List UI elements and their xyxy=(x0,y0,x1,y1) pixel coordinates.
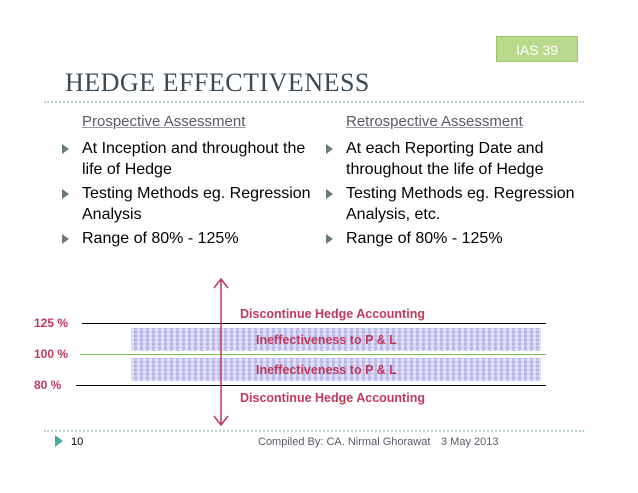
footer-triangle-icon xyxy=(55,435,63,447)
level-label-125: 125 % xyxy=(34,316,69,330)
page-number: 10 xyxy=(71,436,84,448)
footer-date: 3 May 2013 xyxy=(441,436,499,448)
level-label-100: 100 % xyxy=(34,347,69,361)
topic-badge: IAS 39 xyxy=(496,36,578,62)
retrospective-heading: Retrospective Assessment xyxy=(346,113,523,130)
discontinue-lower-label: Discontinue Hedge Accounting xyxy=(240,391,425,405)
level-label-80: 80 % xyxy=(34,378,62,392)
list-item: Range of 80% - 125% xyxy=(62,228,312,249)
list-item: At each Reporting Date and throughout the life of Hedge xyxy=(326,138,588,180)
discontinue-upper-label: Discontinue Hedge Accounting xyxy=(240,307,425,321)
footer-compiled-by: Compiled By: CA. Nirmal Ghorawat xyxy=(258,436,431,448)
ineffectiveness-upper-label: Ineffectiveness to P & L xyxy=(256,333,397,347)
list-item: Range of 80% - 125% xyxy=(326,228,588,249)
prospective-heading: Prospective Assessment xyxy=(82,113,246,130)
list-item: At Inception and throughout the life of Hedge xyxy=(62,138,312,180)
list-item: Testing Methods eg. Regression Analysis xyxy=(62,183,312,225)
footer-divider xyxy=(44,430,584,432)
ineffectiveness-lower-label: Ineffectiveness to P & L xyxy=(256,363,397,377)
list-item: Testing Methods eg. Regression Analysis, etc. xyxy=(326,183,588,225)
slide-title: HEDGE EFFECTIVENESS xyxy=(65,68,370,97)
